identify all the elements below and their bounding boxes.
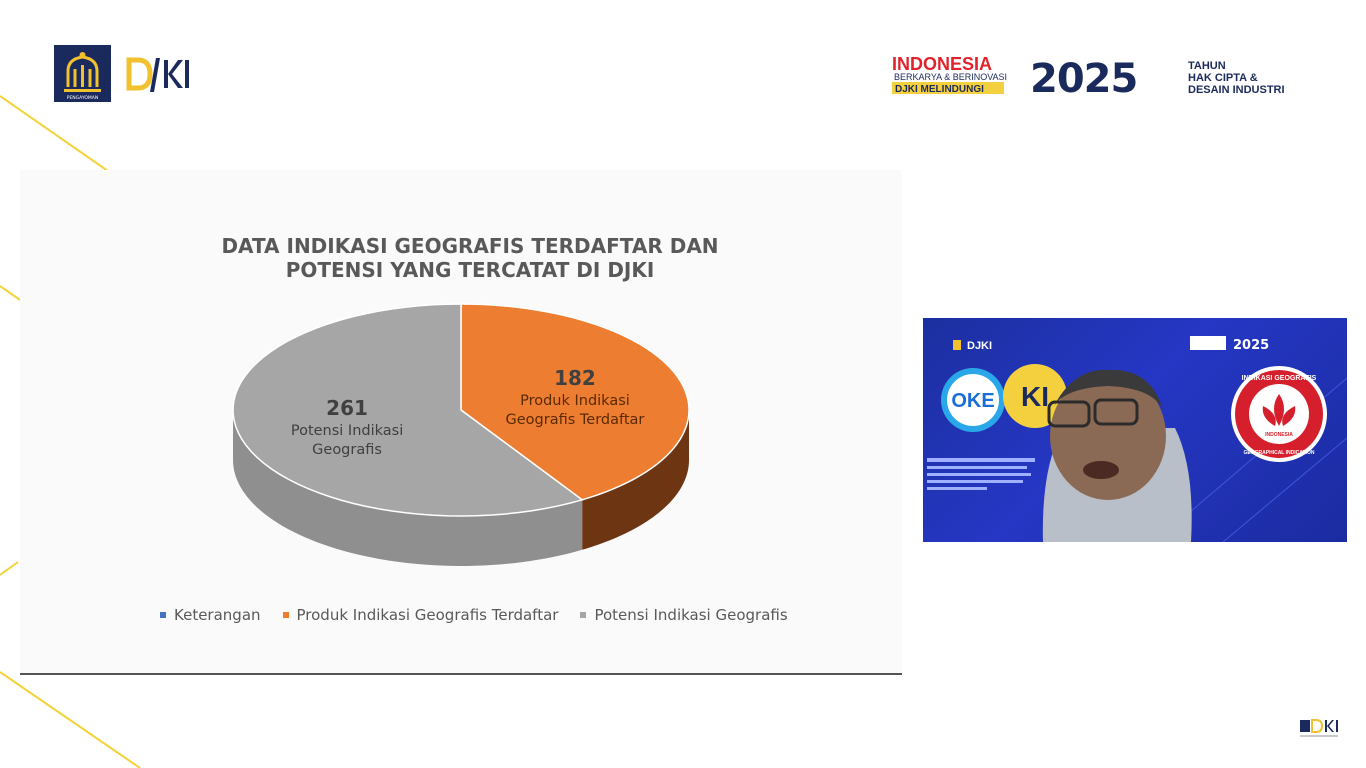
data-label-line1-1: Potensi Indikasi bbox=[290, 423, 404, 440]
pie-chart bbox=[20, 170, 902, 675]
kemenkumham-emblem-logo bbox=[54, 45, 111, 102]
chart-title-line-1: DATA INDIKASI GEOGRAFIS TERDAFTAR DAN bbox=[221, 234, 719, 258]
data-label-line1-0: Produk Indikasi bbox=[520, 392, 630, 409]
svg-text:BERKARYA & BERINOVASI: BERKARYA & BERINOVASI bbox=[894, 72, 1008, 82]
speaker-video-feed bbox=[923, 318, 1347, 542]
svg-text:GEOGRAPHICAL INDICATION: GEOGRAPHICAL INDICATION bbox=[1243, 450, 1315, 456]
djki-logo bbox=[126, 52, 192, 96]
campaign-header-logo bbox=[890, 54, 1330, 98]
legend-swatch-2 bbox=[580, 612, 586, 618]
data-label-line2-1: Geografis bbox=[312, 442, 382, 459]
legend-swatch-0 bbox=[160, 612, 166, 618]
legend-item-2 bbox=[580, 606, 787, 624]
svg-text:DESAIN INDUSTRI: DESAIN INDUSTRI bbox=[1188, 84, 1285, 96]
svg-text:DJKI: DJKI bbox=[967, 340, 993, 352]
svg-text:HAK CIPTA &: HAK CIPTA & bbox=[1188, 72, 1258, 84]
svg-text:OKE: OKE bbox=[951, 390, 995, 412]
slide-divider bbox=[20, 673, 902, 675]
legend-swatch-1 bbox=[283, 612, 289, 618]
svg-text:2025: 2025 bbox=[1030, 56, 1138, 98]
data-label-value-0: 182 bbox=[554, 365, 596, 390]
svg-text:KI: KI bbox=[1021, 381, 1049, 412]
djki-corner-logo bbox=[1298, 716, 1340, 740]
data-label-value-1: 261 bbox=[326, 396, 368, 421]
svg-text:INDONESIA: INDONESIA bbox=[892, 54, 993, 74]
data-label-line2-0: Geografis Terdaftar bbox=[505, 411, 645, 428]
chart-title-line-2: POTENSI YANG TERCATAT DI DJKI bbox=[285, 258, 655, 282]
svg-text:DJKI MELINDUNGI: DJKI MELINDUNGI bbox=[895, 84, 984, 95]
svg-text:PENGAYOMAN: PENGAYOMAN bbox=[66, 96, 99, 101]
legend-item-0 bbox=[160, 606, 261, 624]
svg-text:TAHUN: TAHUN bbox=[1188, 60, 1226, 72]
chart-legend bbox=[160, 606, 788, 624]
svg-text:2025: 2025 bbox=[1233, 338, 1270, 353]
legend-label-1: Produk Indikasi Geografis Terdaftar bbox=[296, 606, 559, 624]
legend-label-2: Potensi Indikasi Geografis bbox=[594, 606, 788, 624]
svg-text:INDONESIA: INDONESIA bbox=[1265, 432, 1293, 438]
legend-label-0: Keterangan bbox=[174, 606, 261, 624]
presentation-slide bbox=[20, 170, 902, 675]
svg-text:INDIKASI GEOGRAFIS: INDIKASI GEOGRAFIS bbox=[1241, 375, 1317, 382]
legend-item-1 bbox=[283, 606, 559, 624]
